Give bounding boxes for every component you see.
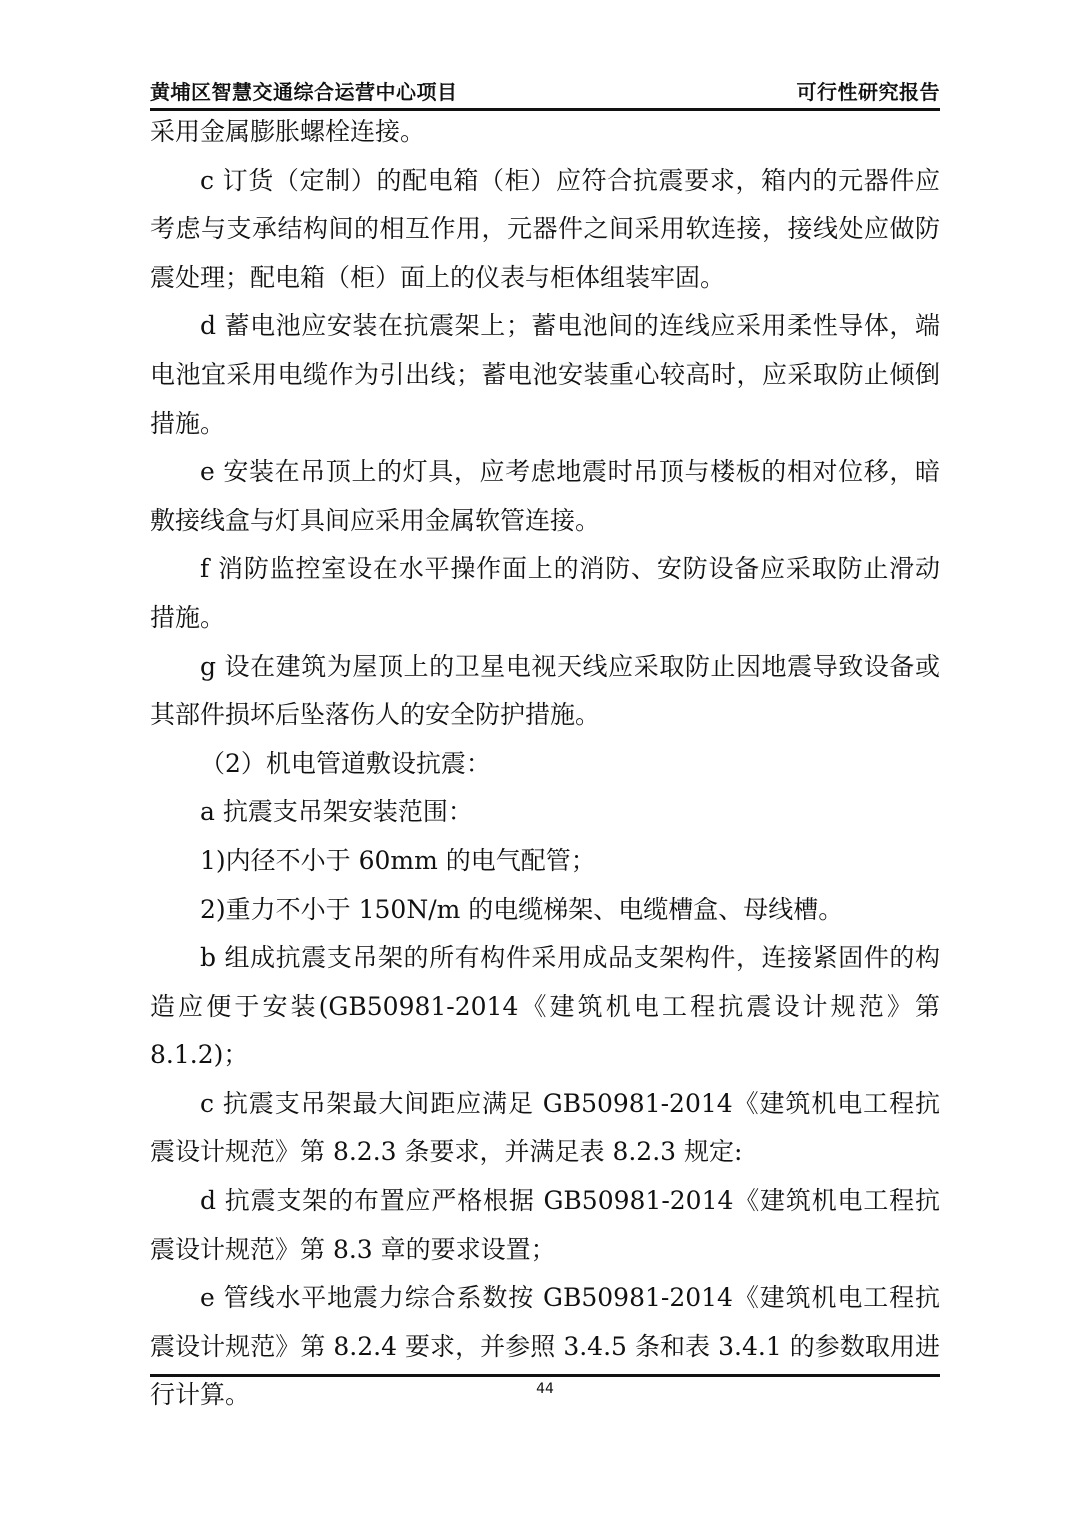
paragraph-item-e-seismic-coefficient: e 管线水平地震力综合系数按 GB50981-2014《建筑机电工程抗震设计规范》第 8.2.4 要求，并参照 3.4.5 条和表 3.4.1 的参数取用进行计算。 — [150, 1283, 940, 1410]
paragraph-item-f-fire-control: f 消防监控室设在水平操作面上的消防、安防设备应采取防止滑动措施。 — [150, 554, 940, 632]
section-heading-pipeline-seismic: （2）机电管道敷设抗震： — [200, 748, 491, 778]
document-body — [150, 108, 940, 1420]
header-project-title: 黄埔区智慧交通综合运营中心项目 — [150, 80, 458, 104]
paragraph-item-c-distribution-box: c 订货（定制）的配电箱（柜）应符合抗震要求，箱内的元器件应考虑与支承结构间的相互作用，元器件之间采用软连接，接线处应做防震处理；配电箱（柜）面上的仪表与柜体组装牢固。 — [150, 165, 940, 292]
paragraph-item-e-lighting: e 安装在吊顶上的灯具，应考虑地震时吊顶与楼板的相对位移，暗敷接线盒与灯具间应采用金属软管连接。 — [150, 457, 940, 535]
paragraph-item-b-components: b 组成抗震支吊架的所有构件采用成品支架构件，连接紧固件的构造应便于安装(GB50981-2014《建筑机电工程抗震设计规范》第 8.1.2)； — [150, 943, 940, 1070]
page-number: 44 — [536, 1381, 554, 1397]
paragraph-item-g-satellite-antenna: g 设在建筑为屋顶上的卫星电视天线应采取防止因地震导致设备或其部件损坏后坠落伤人的安全防护措施。 — [150, 651, 940, 730]
list-item-conduit: 1)内径不小于 60mm 的电气配管； — [200, 845, 596, 875]
header-report-title: 可行性研究报告 — [796, 80, 940, 104]
paragraph-continuation: 采用金属膨胀螺栓连接。 — [150, 117, 426, 146]
footer-divider — [150, 1374, 940, 1377]
list-item-cable-tray: 2)重力不小于 150N/m 的电缆梯架、电缆槽盒、母线槽。 — [200, 894, 844, 924]
page-header — [150, 78, 940, 110]
paragraph-item-a-support-range: a 抗震支吊架安装范围： — [200, 797, 473, 827]
paragraph-item-d-layout: d 抗震支架的布置应严格根据 GB50981-2014《建筑机电工程抗震设计规范》第 8.3 章的要求设置； — [150, 1186, 940, 1264]
paragraph-item-d-battery: d 蓄电池应安装在抗震架上；蓄电池间的连线应采用柔性导体，端电池宜采用电缆作为引出线；蓄电池安装重心较高时，应采取防止倾倒措施。 — [150, 311, 940, 438]
paragraph-item-c-spacing: c 抗震支吊架最大间距应满足 GB50981-2014《建筑机电工程抗震设计规范》第 8.2.3 条要求，并满足表 8.2.3 规定: — [150, 1088, 940, 1167]
